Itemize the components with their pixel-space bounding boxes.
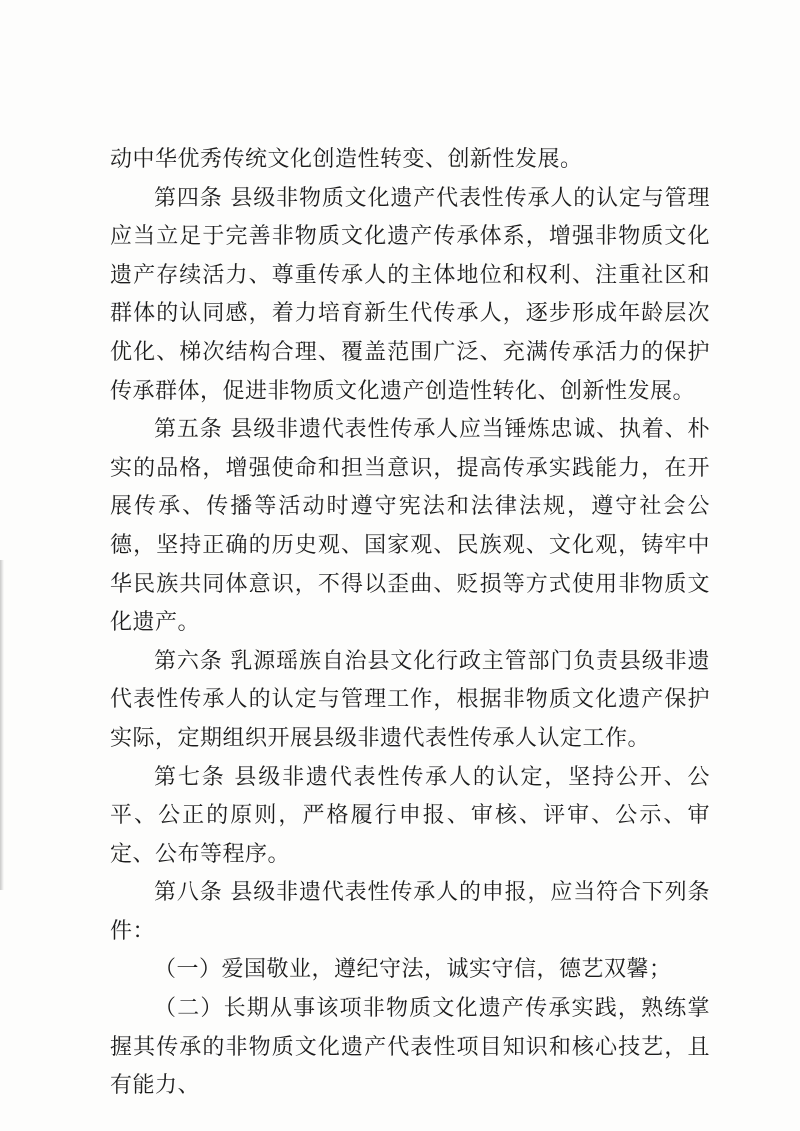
paragraph-continuation: 动中华优秀传统文化创造性转变、创新性发展。 xyxy=(110,147,583,172)
article-8-paragraph: 第八条 县级非遗代表性传承人的申报，应当符合下列条件： xyxy=(110,880,710,944)
article-6-paragraph: 第六条 乳源瑶族自治县文化行政主管部门负责县级非遗代表性传承人的认定与管理工作，根据非物质文化遗产保护实际，定期组织开展县级非遗代表性传承人认定工作。 xyxy=(110,648,710,751)
article-4-paragraph: 第四条 县级非物质文化遗产代表性传承人的认定与管理应当立足于完善非物质文化遗产传承体系，增强非物质文化遗产存续活力、尊重传承人的主体地位和权利、注重社区和群体的认同感，着力培育新生代传承人，逐步形成年龄层次优化、梯次结构合理、覆盖范围广泛、充满传承活力的保护传承群体，促进非物质文化遗产创造性转化、创新性发展。 xyxy=(110,185,710,404)
article-5-paragraph: 第五条 县级非遗代表性传承人应当锤炼忠诚、执着、朴实的品格，增强使命和担当意识，提高传承实践能力，在开展传承、传播等活动时遵守宪法和法律法规，遵守社会公德，坚持正确的历史观、国家观、民族观、文化观，铸牢中华民族共同体意识，不得以歪曲、贬损等方式使用非物质文化遗产。 xyxy=(110,417,710,636)
article-7-paragraph: 第七条 县级非遗代表性传承人的认定，坚持公开、公平、公正的原则，严格履行申报、审核、评审、公示、审定、公布等程序。 xyxy=(110,764,710,867)
condition-item-1: （一）爱国敬业，遵纪守法，诚实守信，德艺双馨； xyxy=(154,957,672,983)
document-body xyxy=(110,141,710,1106)
scan-edge-shadow xyxy=(0,560,4,890)
condition-item-2: （二）长期从事该项非物质文化遗产传承实践，熟练掌握其传承的非物质文化遗产代表性项目知识和核心技艺，且有能力、 xyxy=(110,996,710,1099)
